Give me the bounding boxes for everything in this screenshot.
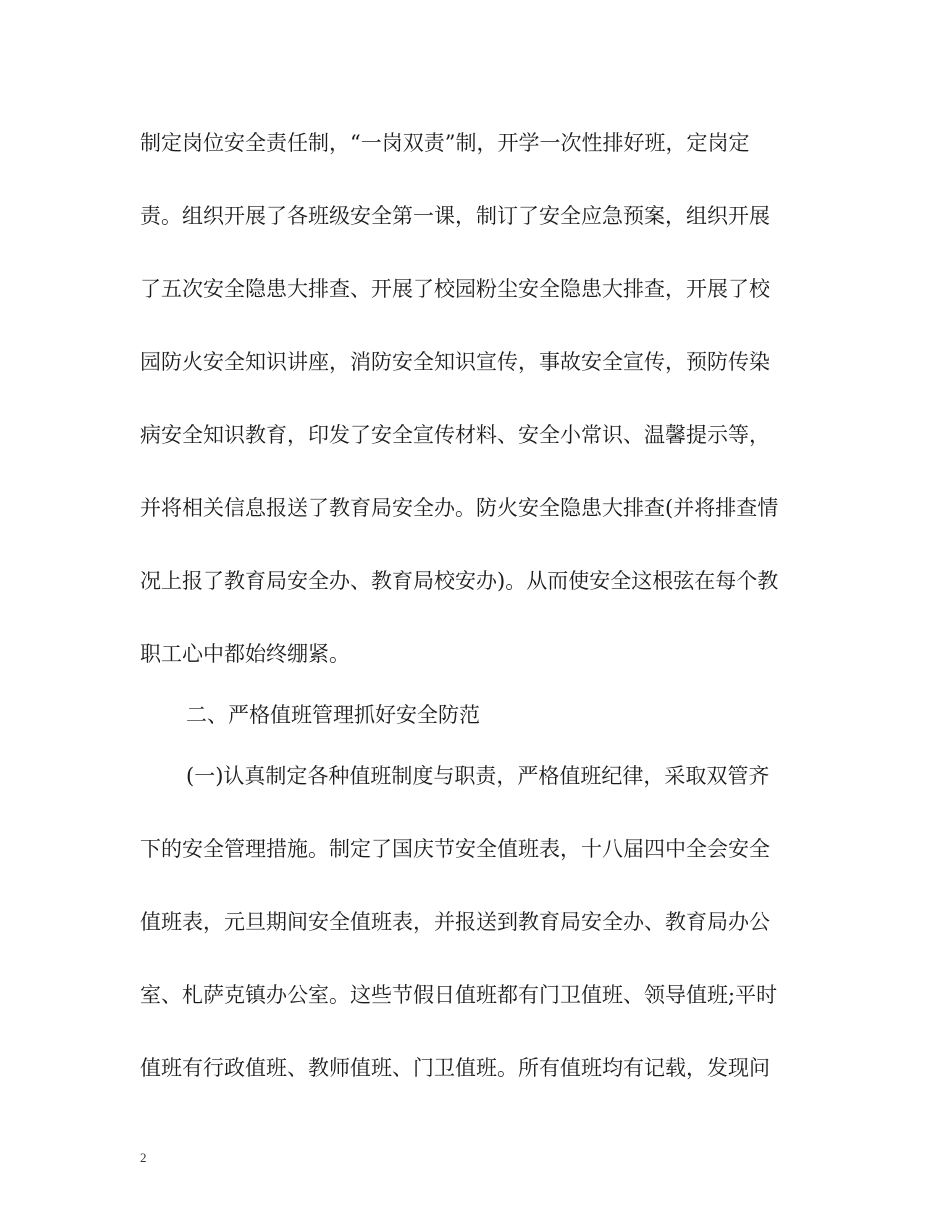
text-line: 制定岗位安全责任制，“一岗双责”制，开学一次性排好班，定岗定: [140, 131, 750, 155]
text-line: 了五次安全隐患大排查、开展了校园粉尘安全隐患大排查，开展了校: [140, 277, 770, 301]
text-line: 况上报了教育局安全办、教育局校安办)。从而使安全这根弦在每个教: [140, 569, 779, 593]
text-line: 值班有行政值班、教师值班、门卫值班。所有值班均有记载，发现问: [140, 1056, 770, 1080]
page-number: 2: [140, 1150, 147, 1165]
text-line: 园防火安全知识讲座，消防安全知识宣传，事故安全宣传，预防传染: [140, 350, 770, 374]
text-line: 下的安全管理措施。制定了国庆节安全值班表，十八届四中全会安全: [140, 837, 770, 861]
text-line: 并将相关信息报送了教育局安全办。防火安全隐患大排查(并将排查情: [140, 496, 779, 520]
paragraph-first-line: (一)认真制定各种值班制度与职责，严格值班纪律，采取双管齐: [186, 764, 770, 788]
text-line: 值班表，元旦期间安全值班表，并报送到教育局安全办、教育局办公: [140, 910, 770, 934]
text-line: 责。组织开展了各班级安全第一课，制订了安全应急预案，组织开展: [140, 204, 770, 228]
text-line: 室、札萨克镇办公室。这些节假日值班都有门卫值班、领导值班;平时: [140, 983, 778, 1007]
text-line: 病安全知识教育，印发了安全宣传材料、安全小常识、温馨提示等，: [140, 423, 770, 447]
text-line: 职工心中都始终绷紧。: [140, 642, 350, 666]
section-heading: 二、严格值班管理抓好安全防范: [186, 703, 480, 727]
